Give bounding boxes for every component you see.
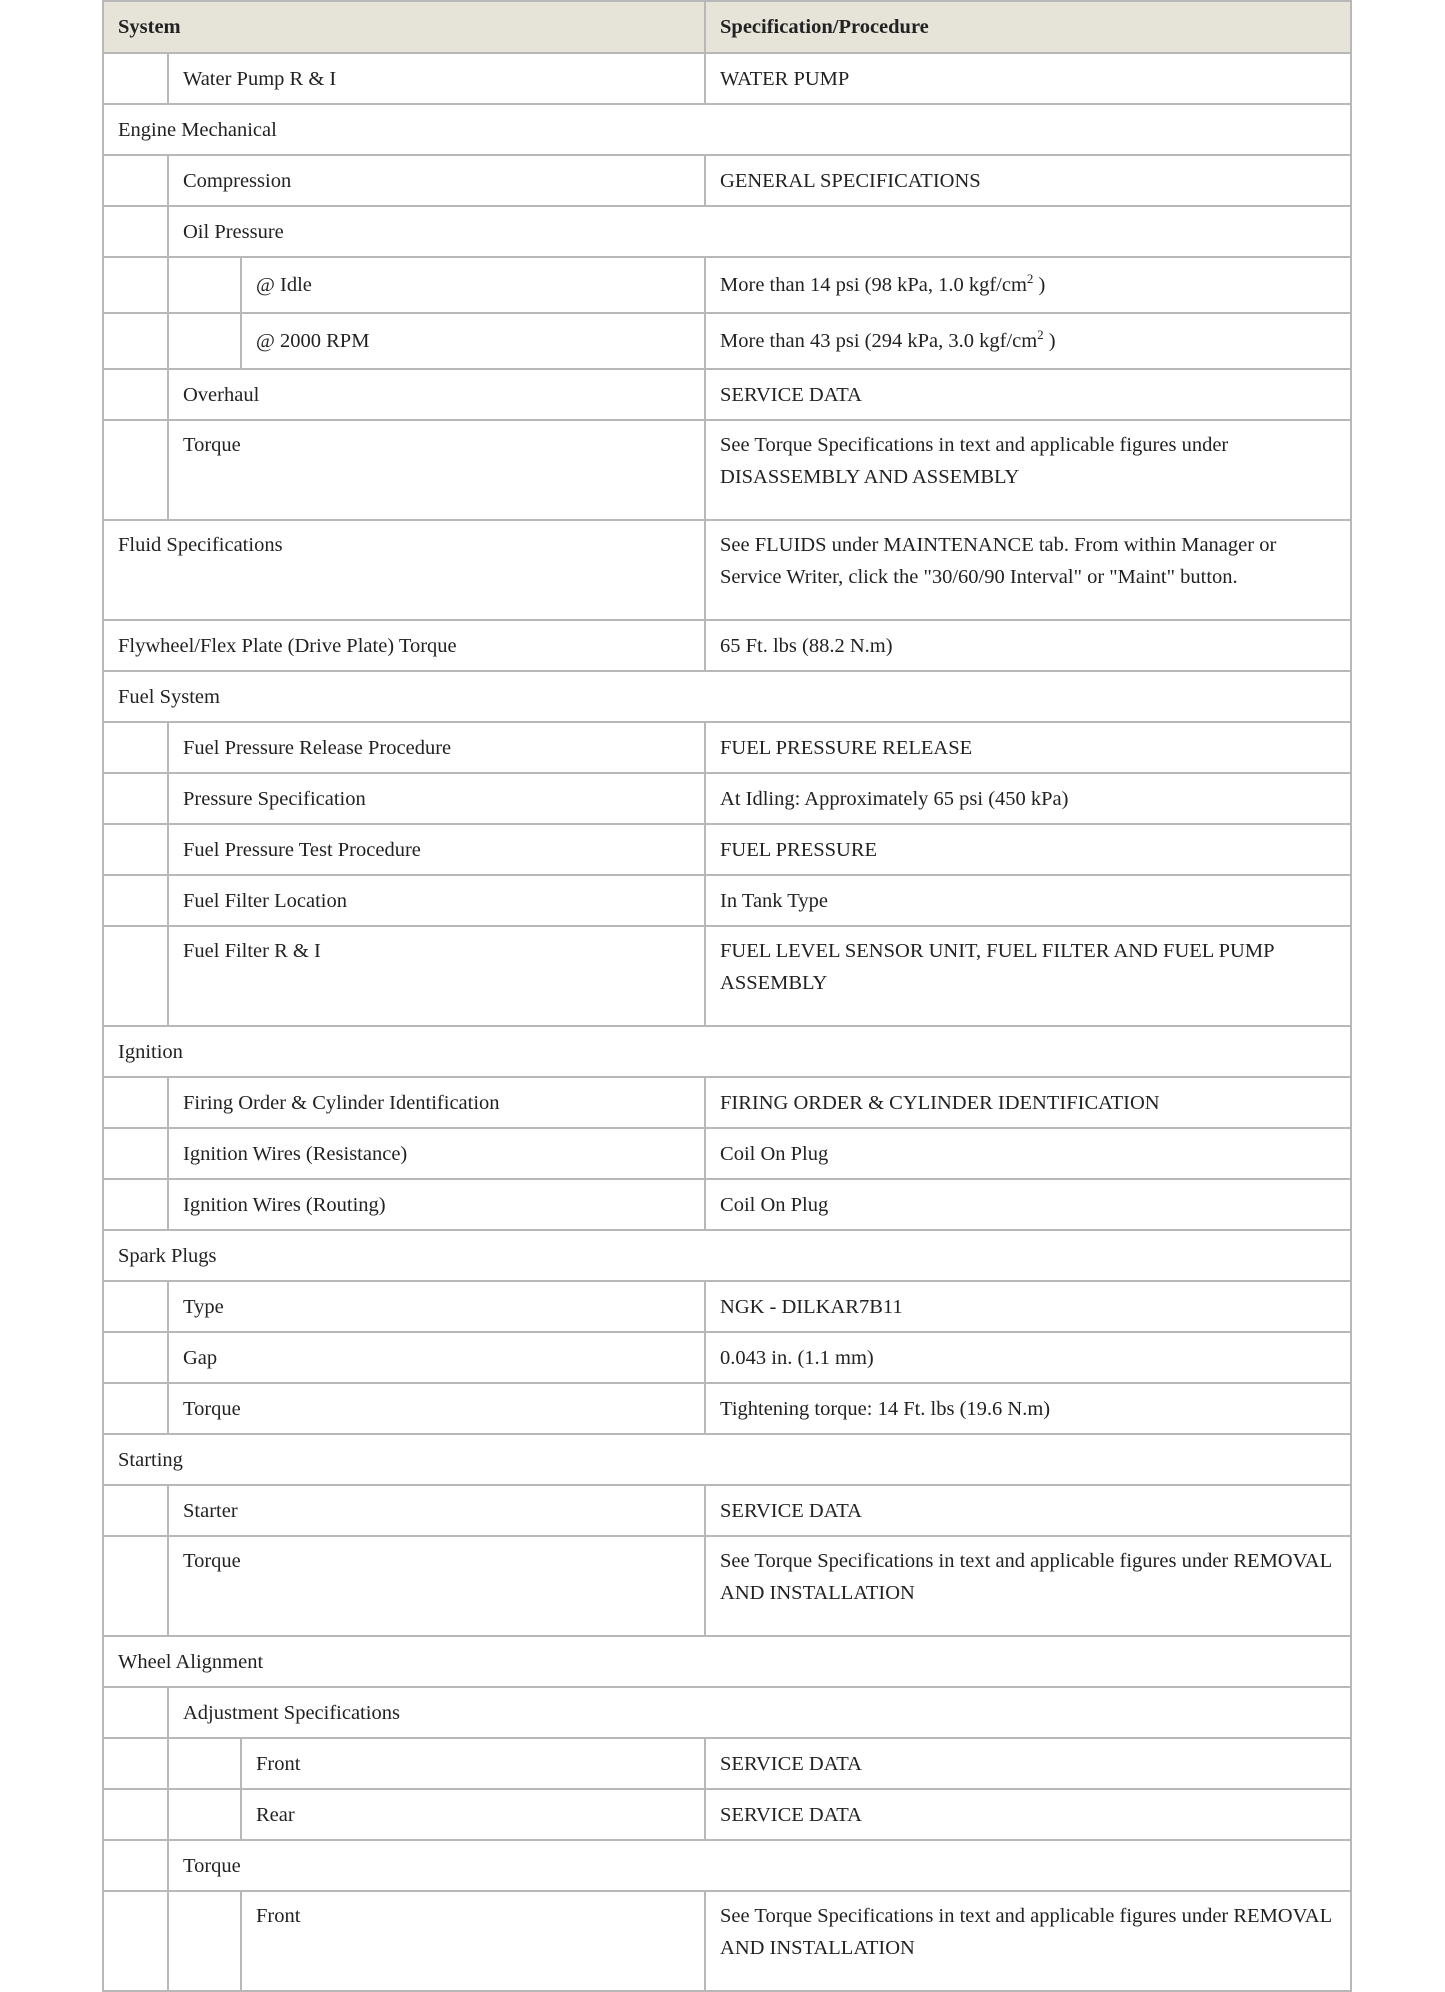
indent-cell <box>103 824 168 875</box>
section-label: Ignition <box>103 1026 1351 1077</box>
spec-value <box>705 257 1351 313</box>
system-label: Overhaul <box>168 369 705 420</box>
spec-value-tail: ) <box>1043 330 1056 352</box>
spec-value[interactable]: See FLUIDS under MAINTENANCE tab. From within Manager or Service Writer, click the "30/60/90 Interval" or "Maint" button. <box>705 520 1351 620</box>
indent-cell <box>103 1536 168 1636</box>
indent-cell <box>168 1738 241 1789</box>
system-label: @ 2000 RPM <box>241 313 705 369</box>
indent-cell <box>103 313 168 369</box>
system-label: Fuel Pressure Release Procedure <box>168 722 705 773</box>
spec-value-text: More than 43 psi (294 kPa, 3.0 kgf/cm <box>720 330 1038 352</box>
spec-value-tail: ) <box>1033 274 1046 296</box>
subsection-row <box>103 1840 1351 1891</box>
spec-value-text: More than 14 psi (98 kPa, 1.0 kgf/cm <box>720 274 1027 296</box>
indent-cell <box>103 369 168 420</box>
spec-value: Coil On Plug <box>705 1128 1351 1179</box>
specifications-table <box>102 0 1352 1992</box>
table-row <box>103 257 1351 313</box>
spec-value[interactable]: GENERAL SPECIFICATIONS <box>705 155 1351 206</box>
system-label: Ignition Wires (Resistance) <box>168 1128 705 1179</box>
table-row <box>103 1077 1351 1128</box>
table-row <box>103 1485 1351 1536</box>
indent-cell <box>103 1179 168 1230</box>
spec-value[interactable]: SERVICE DATA <box>705 369 1351 420</box>
indent-cell <box>168 1891 241 1991</box>
system-label: Torque <box>168 420 705 520</box>
spec-value: In Tank Type <box>705 875 1351 926</box>
spec-table-container <box>102 0 1350 1992</box>
indent-cell <box>103 1687 168 1738</box>
table-row <box>103 155 1351 206</box>
indent-cell <box>168 1789 241 1840</box>
system-label: Fuel Filter R & I <box>168 926 705 1026</box>
table-row <box>103 926 1351 1026</box>
system-label: Fluid Specifications <box>103 520 705 620</box>
system-label: @ Idle <box>241 257 705 313</box>
system-label: Pressure Specification <box>168 773 705 824</box>
indent-cell <box>103 1281 168 1332</box>
table-row <box>103 1383 1351 1434</box>
spec-value[interactable]: SERVICE DATA <box>705 1789 1351 1840</box>
spec-value[interactable]: FIRING ORDER & CYLINDER IDENTIFICATION <box>705 1077 1351 1128</box>
system-label: Starter <box>168 1485 705 1536</box>
indent-cell <box>103 1383 168 1434</box>
spec-value[interactable]: See Torque Specifications in text and applicable figures under REMOVAL AND INSTALLATION <box>705 1536 1351 1636</box>
spec-value[interactable]: WATER PUMP <box>705 53 1351 104</box>
indent-cell <box>103 1332 168 1383</box>
column-header-specification: Specification/Procedure <box>705 1 1351 53</box>
indent-cell <box>103 1840 168 1891</box>
indent-cell <box>103 1789 168 1840</box>
system-label: Firing Order & Cylinder Identification <box>168 1077 705 1128</box>
system-label: Fuel Filter Location <box>168 875 705 926</box>
spec-value: 65 Ft. lbs (88.2 N.m) <box>705 620 1351 671</box>
table-row <box>103 1891 1351 1991</box>
spec-value[interactable]: See Torque Specifications in text and applicable figures under REMOVAL AND INSTALLATION <box>705 1891 1351 1991</box>
table-row <box>103 1179 1351 1230</box>
table-row <box>103 1789 1351 1840</box>
indent-cell <box>103 1077 168 1128</box>
system-label: Rear <box>241 1789 705 1840</box>
system-label: Ignition Wires (Routing) <box>168 1179 705 1230</box>
spec-value: Coil On Plug <box>705 1179 1351 1230</box>
indent-cell <box>103 1738 168 1789</box>
section-label: Starting <box>103 1434 1351 1485</box>
table-row <box>103 1281 1351 1332</box>
system-label: Flywheel/Flex Plate (Drive Plate) Torque <box>103 620 705 671</box>
section-label: Fuel System <box>103 671 1351 722</box>
superscript: 2 <box>1037 327 1044 342</box>
section-label: Engine Mechanical <box>103 104 1351 155</box>
spec-value <box>705 313 1351 369</box>
system-label: Type <box>168 1281 705 1332</box>
subsection-row <box>103 206 1351 257</box>
indent-cell <box>103 1485 168 1536</box>
system-label: Fuel Pressure Test Procedure <box>168 824 705 875</box>
indent-cell <box>103 773 168 824</box>
section-row <box>103 104 1351 155</box>
indent-cell <box>103 722 168 773</box>
spec-value: 0.043 in. (1.1 mm) <box>705 1332 1351 1383</box>
section-row <box>103 1636 1351 1687</box>
indent-cell <box>168 313 241 369</box>
subsection-row <box>103 1687 1351 1738</box>
indent-cell <box>103 1128 168 1179</box>
section-label: Wheel Alignment <box>103 1636 1351 1687</box>
table-row <box>103 875 1351 926</box>
table-row <box>103 53 1351 104</box>
subsection-label: Oil Pressure <box>168 206 1351 257</box>
indent-cell <box>103 875 168 926</box>
subsection-label: Adjustment Specifications <box>168 1687 1351 1738</box>
section-row <box>103 1434 1351 1485</box>
table-row <box>103 1128 1351 1179</box>
indent-cell <box>168 257 241 313</box>
table-header-row <box>103 1 1351 53</box>
system-label: Torque <box>168 1536 705 1636</box>
system-label: Front <box>241 1891 705 1991</box>
spec-value[interactable]: SERVICE DATA <box>705 1485 1351 1536</box>
section-row <box>103 1026 1351 1077</box>
system-label: Water Pump R & I <box>168 53 705 104</box>
table-row <box>103 824 1351 875</box>
spec-value[interactable]: FUEL PRESSURE RELEASE <box>705 722 1351 773</box>
indent-cell <box>103 155 168 206</box>
table-row <box>103 369 1351 420</box>
table-row <box>103 1738 1351 1789</box>
spec-value: NGK - DILKAR7B11 <box>705 1281 1351 1332</box>
table-row <box>103 722 1351 773</box>
indent-cell <box>103 257 168 313</box>
indent-cell <box>103 53 168 104</box>
table-row <box>103 313 1351 369</box>
table-row <box>103 620 1351 671</box>
spec-value: At Idling: Approximately 65 psi (450 kPa) <box>705 773 1351 824</box>
indent-cell <box>103 206 168 257</box>
spec-value: Tightening torque: 14 Ft. lbs (19.6 N.m) <box>705 1383 1351 1434</box>
indent-cell <box>103 420 168 520</box>
table-row <box>103 420 1351 520</box>
superscript: 2 <box>1026 271 1034 286</box>
system-label: Front <box>241 1738 705 1789</box>
system-label: Torque <box>168 1383 705 1434</box>
spec-value[interactable]: FUEL LEVEL SENSOR UNIT, FUEL FILTER AND FUEL PUMP ASSEMBLY <box>705 926 1351 1026</box>
section-row <box>103 671 1351 722</box>
indent-cell <box>103 926 168 1026</box>
system-label: Gap <box>168 1332 705 1383</box>
spec-value[interactable]: SERVICE DATA <box>705 1738 1351 1789</box>
table-row <box>103 1536 1351 1636</box>
spec-value[interactable]: See Torque Specifications in text and applicable figures under DISASSEMBLY AND ASSEMBLY <box>705 420 1351 520</box>
spec-value[interactable]: FUEL PRESSURE <box>705 824 1351 875</box>
column-header-system: System <box>103 1 705 53</box>
table-row <box>103 520 1351 620</box>
indent-cell <box>103 1891 168 1991</box>
section-row <box>103 1230 1351 1281</box>
system-label: Compression <box>168 155 705 206</box>
table-row <box>103 1332 1351 1383</box>
table-row <box>103 773 1351 824</box>
section-label: Spark Plugs <box>103 1230 1351 1281</box>
subsection-label: Torque <box>168 1840 1351 1891</box>
